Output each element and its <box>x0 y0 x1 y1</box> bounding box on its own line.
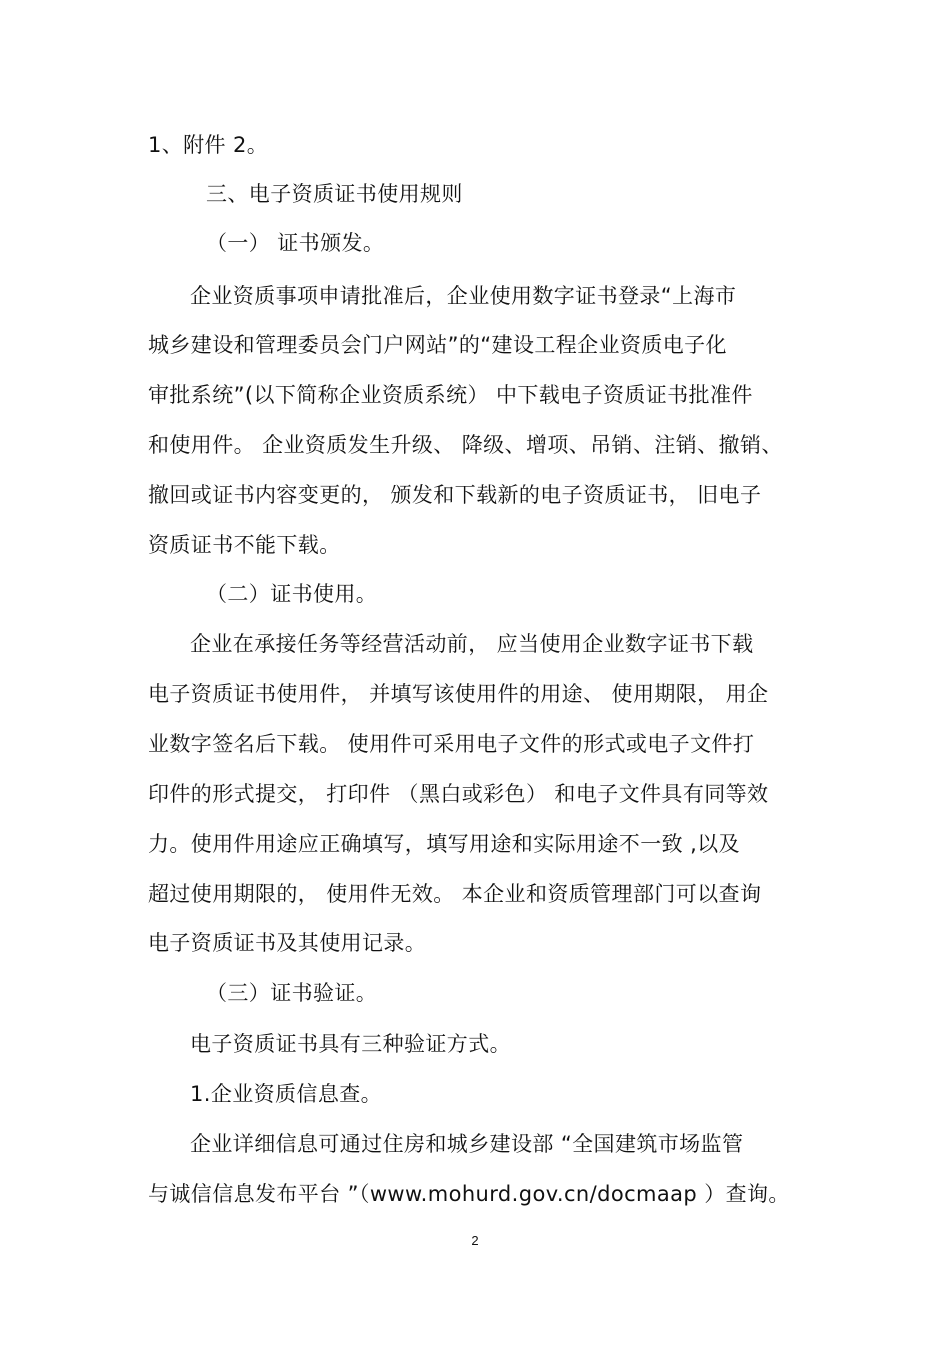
text-line-15: 力。使用件用途应正确填写，填写用途和实际用途不一致 ,以及 <box>148 832 740 856</box>
text-line-8: 撤回或证书内容变更的， 颁发和下载新的电子资质证书， 旧电子 <box>148 483 762 507</box>
section-heading-3: 三、电子资质证书使用规则 <box>206 182 463 206</box>
text-line-9: 资质证书不能下载。 <box>148 533 341 557</box>
subheading-2: （二）证书使用。 <box>206 582 378 606</box>
text-line-7: 和使用件。 企业资质发生升级、 降级、增项、吊销、注销、撤销、 <box>148 433 783 457</box>
text-line-11: 企业在承接任务等经营活动前， 应当使用企业数字证书下载 <box>190 632 754 656</box>
text-line-21: 企业详细信息可通过住房和城乡建设部 “全国建筑市场监管 <box>190 1132 744 1156</box>
subheading-1: （一） 证书颁发。 <box>206 231 385 255</box>
text-line-14: 印件的形式提交， 打印件 （黑白或彩色） 和电子文件具有同等效 <box>148 782 769 806</box>
text-line-1: 1、附件 2。 <box>148 133 269 157</box>
text-line-12: 电子资质证书使用件， 并填写该使用件的用途、 使用期限， 用企 <box>148 682 769 706</box>
text-line-19: 电子资质证书具有三种验证方式。 <box>190 1032 511 1056</box>
text-line-16: 超过使用期限的， 使用件无效。 本企业和资质管理部门可以查询 <box>148 882 762 906</box>
subheading-3: （三）证书验证。 <box>206 981 378 1005</box>
text-line-22: 与诚信信息发布平台 ”（www.mohurd.gov.cn/docmaap ）查询。 <box>148 1182 790 1206</box>
text-line-4: 企业资质事项申请批准后，企业使用数字证书登录“上海市 <box>190 284 737 308</box>
page-number: 2 <box>471 1233 479 1248</box>
text-line-6: 审批系统”(以下简称企业资质系统） 中下载电子资质证书批准件 <box>148 383 753 407</box>
text-line-17: 电子资质证书及其使用记录。 <box>148 931 427 955</box>
text-line-20: 1.企业资质信息查。 <box>190 1082 383 1106</box>
text-line-5: 城乡建设和管理委员会门户网站”的“建设工程企业资质电子化 <box>148 333 727 357</box>
text-line-13: 业数字签名后下载。 使用件可采用电子文件的形式或电子文件打 <box>148 732 755 756</box>
